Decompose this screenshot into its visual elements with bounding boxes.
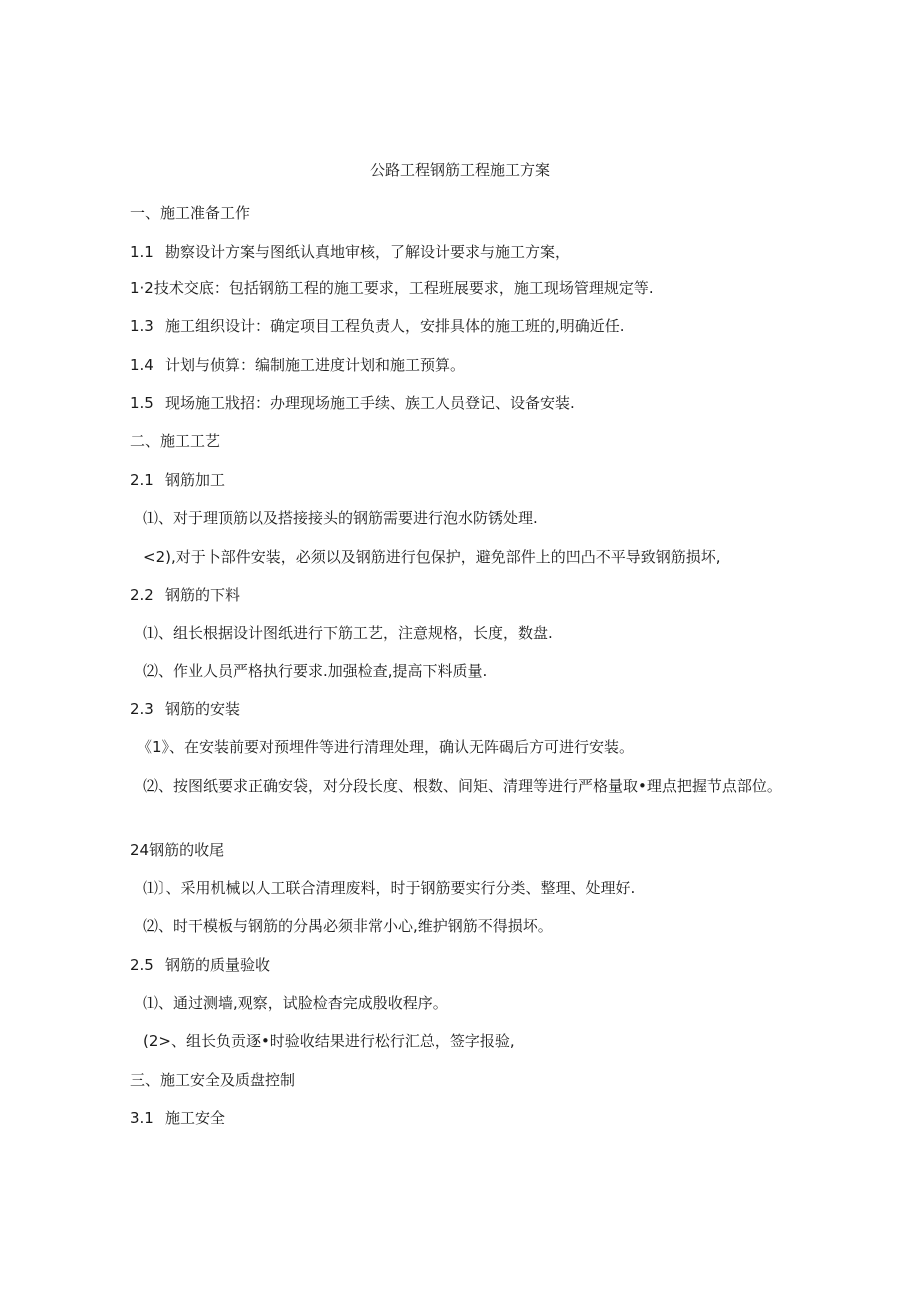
line-text: ⑵、作业人员严格执行要求.加强检查,提高下料质量. bbox=[143, 662, 488, 680]
sub-item bbox=[143, 876, 635, 900]
item-number: 3.1 bbox=[130, 1109, 154, 1127]
document-title: 公路工程钢筋工程施工方案 bbox=[369, 161, 550, 179]
line-text: 现场施工戕招：办理现场施工手续、族工人员登记、设备安装. bbox=[165, 394, 575, 412]
line-text: ⑴〕、采用机械以人工联合清理废料，时于钢筋要实行分类、整理、处理好. bbox=[143, 879, 636, 897]
item-number: 1.1 bbox=[130, 243, 154, 261]
line-text: ⑵、按图纸要求正确安袋，对分段长度、根数、间矩、清理等进行严格量取•理点把握节点部位。 bbox=[143, 777, 782, 795]
item-number: 2.2 bbox=[130, 586, 154, 604]
item-number: 1.4 bbox=[130, 356, 154, 374]
line-text: 钢筋加工 bbox=[165, 471, 226, 489]
item-2-1 bbox=[130, 468, 225, 492]
item-2-2 bbox=[130, 583, 240, 607]
section-heading-3 bbox=[130, 1068, 295, 1092]
line-text: ⑴、通过测墙,观察，试脸检杳完成殷收程序。 bbox=[143, 994, 448, 1012]
line-text: 勘察设计方案与图纸认真地审核，了解设计要求与施工方案， bbox=[165, 243, 571, 261]
item-number: 1.3 bbox=[130, 317, 154, 335]
line-text: 钢筋的安装 bbox=[165, 700, 241, 718]
line-text: 24钢筋的收尾 bbox=[130, 841, 225, 859]
item-1-5 bbox=[130, 391, 575, 415]
sub-item bbox=[143, 991, 448, 1015]
line-text: 钢筋的质量验收 bbox=[165, 956, 271, 974]
line-text: 钢筋的下料 bbox=[165, 586, 241, 604]
line-text: (2>、组长负贡逐•时验收结果进行松行汇总，签字报验, bbox=[143, 1032, 515, 1050]
line-text: ⑴、组长根据设计图纸进行下筋工艺，注意规格，长度，数盘. bbox=[143, 624, 553, 642]
sub-item bbox=[143, 545, 721, 569]
line-text: 施工组织设计：确定项目工程负责人，安排具体的施工班的,明确近任. bbox=[165, 317, 625, 335]
sub-item bbox=[143, 914, 553, 938]
line-text: 1·2技术交底：包括钢筋工程的施工要求，工程班展要求，施工现场管理规定等. bbox=[130, 279, 654, 297]
item-1-3 bbox=[130, 314, 625, 338]
item-2-5 bbox=[130, 953, 270, 977]
line-text: 《1》、在安装前要对预埋件等进行清理处理，确认无阵碣后方可进行安装。 bbox=[137, 738, 635, 756]
line-text: 计划与侦算：编制施工进度计划和施工预算。 bbox=[165, 356, 466, 374]
item-1-1 bbox=[130, 240, 570, 264]
item-3-1 bbox=[130, 1106, 225, 1130]
sub-item-wrapped bbox=[143, 773, 783, 799]
sub-item bbox=[143, 659, 487, 683]
line-text: 二、施工工艺 bbox=[130, 432, 221, 450]
section-heading-1 bbox=[130, 201, 250, 225]
sub-item bbox=[143, 621, 553, 645]
item-number: 2.1 bbox=[130, 471, 154, 489]
sub-item bbox=[143, 1029, 515, 1053]
item-1-2 bbox=[130, 276, 654, 300]
item-2-4 bbox=[130, 838, 224, 862]
line-text: 施工安全 bbox=[165, 1109, 226, 1127]
line-text: ⑵、时干模板与钢筋的分禺必须非常小心,维护钢筋不得损坏。 bbox=[143, 917, 553, 935]
item-number: 2.3 bbox=[130, 700, 154, 718]
item-number: 1.5 bbox=[130, 394, 154, 412]
line-text: ⑴、对于理顶筋以及搭接接头的钢筋需要进行泡水防锈处理. bbox=[143, 509, 538, 527]
line-text: <2),对于卜部件安装，必须以及钢筋进行包保护，避免部件上的凹凸不平导致钢筋损坏, bbox=[143, 548, 721, 566]
item-2-3 bbox=[130, 697, 240, 721]
sub-item bbox=[137, 735, 634, 759]
line-text: 三、施工安全及质盘控制 bbox=[130, 1071, 296, 1089]
item-1-4 bbox=[130, 353, 465, 377]
section-heading-2 bbox=[130, 429, 220, 453]
item-number: 2.5 bbox=[130, 956, 154, 974]
sub-item bbox=[143, 506, 538, 530]
line-text: 一、施工准备工作 bbox=[130, 204, 251, 222]
